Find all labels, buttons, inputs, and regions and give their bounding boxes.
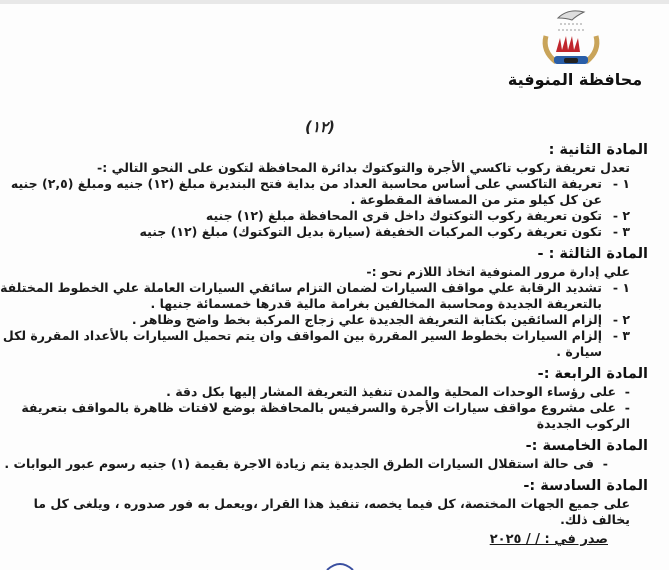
dash-icon: -	[602, 456, 608, 471]
emblem-icon	[538, 6, 604, 70]
stamp-icon	[325, 558, 355, 570]
article-title: المادة السادسة :-	[523, 478, 648, 494]
governorate-logo	[500, 6, 650, 98]
bullet-item: -على مشروع مواقف سيارات الأجرة والسرفيس بالمحافظة بوضع لافتات ظاهرة بالمواقف بتعريفة الركوب الجديدة	[21, 400, 630, 431]
article-5	[0, 436, 648, 472]
issue-date: صدر في : / / ٢٠٢٥	[489, 532, 608, 547]
article-body: على جميع الجهات المختصة، كل فيما يخصه، تنفيذ هذا القرار ،ويعمل به فور صدوره ، ويلغى كل ما يخالف ذلك.	[33, 496, 630, 527]
article-title: المادة الخامسة :-	[525, 438, 648, 454]
dash-icon: -	[624, 384, 630, 399]
page-number: (١٢)	[305, 118, 335, 136]
list-item: ٢ - تكون تعريفة ركوب التوكتوك داخل قرى المحافظة مبلغ (١٢) جنيه	[205, 208, 630, 223]
dash-icon: -	[624, 400, 630, 415]
article-2	[0, 140, 648, 240]
list-item: ٣ - إلزام السيارات بخطوط السير المقررة بين المواقف وان يتم تحميل السيارات بالأعداد المقررة لكل سيارة .	[2, 328, 630, 359]
list-item: ١ - تشديد الرقابة علي مواقف السيارات لضمان التزام سائقي السيارات العاملة علي الخطوط المختلفة بالتعريفة الجديدة ومحاسبة المخالفين بغرامة مالية قدرها خمسمائة جنيها .	[0, 280, 630, 311]
article-title: المادة الثالثة : -	[537, 246, 648, 262]
article-6	[0, 476, 648, 548]
list-item: ٢ - إلزام السائقين بكتابة التعريفة الجديدة علي زجاج المركبة بخط واضح وظاهر .	[131, 312, 630, 327]
list-item: ١ - تعريفة التاكسي على أساس محاسبة العداد من بداية فتح البنديرة مبلغ (١٢) جنيه ومبلغ (٢,٥) جنيه عن كل كيلو متر من المسافة المقطوعة .	[10, 176, 630, 207]
article-intro: علي إدارة مرور المنوفية اتخاذ اللازم نحو :-	[366, 264, 630, 279]
decree-body	[0, 140, 648, 552]
article-title: المادة الرابعة :-	[537, 366, 648, 382]
top-border	[0, 0, 669, 4]
article-3	[0, 244, 648, 360]
article-4	[0, 364, 648, 432]
governorate-name: محافظة المنوفية	[507, 70, 643, 89]
bullet-item: -على رؤساء الوحدات المحلية والمدن تنفيذ التعريفة المشار إليها بكل دقة .	[166, 384, 630, 399]
bullet-item: -فى حالة استقلال السيارات الطرق الجديدة يتم زيادة الاجرة بقيمة (١) جنيه رسوم عبور البوابات .	[4, 456, 608, 471]
article-title: المادة الثانية :	[548, 142, 648, 158]
list-item: ٣ - تكون تعريفة ركوب المركبات الخفيفة (سيارة بديل التوكتوك) مبلغ (١٢) جنيه	[139, 224, 630, 239]
article-intro: تعدل تعريفة ركوب تاكسي الأجرة والتوكتوك بدائرة المحافظة لتكون على النحو التالي :-	[97, 160, 630, 175]
